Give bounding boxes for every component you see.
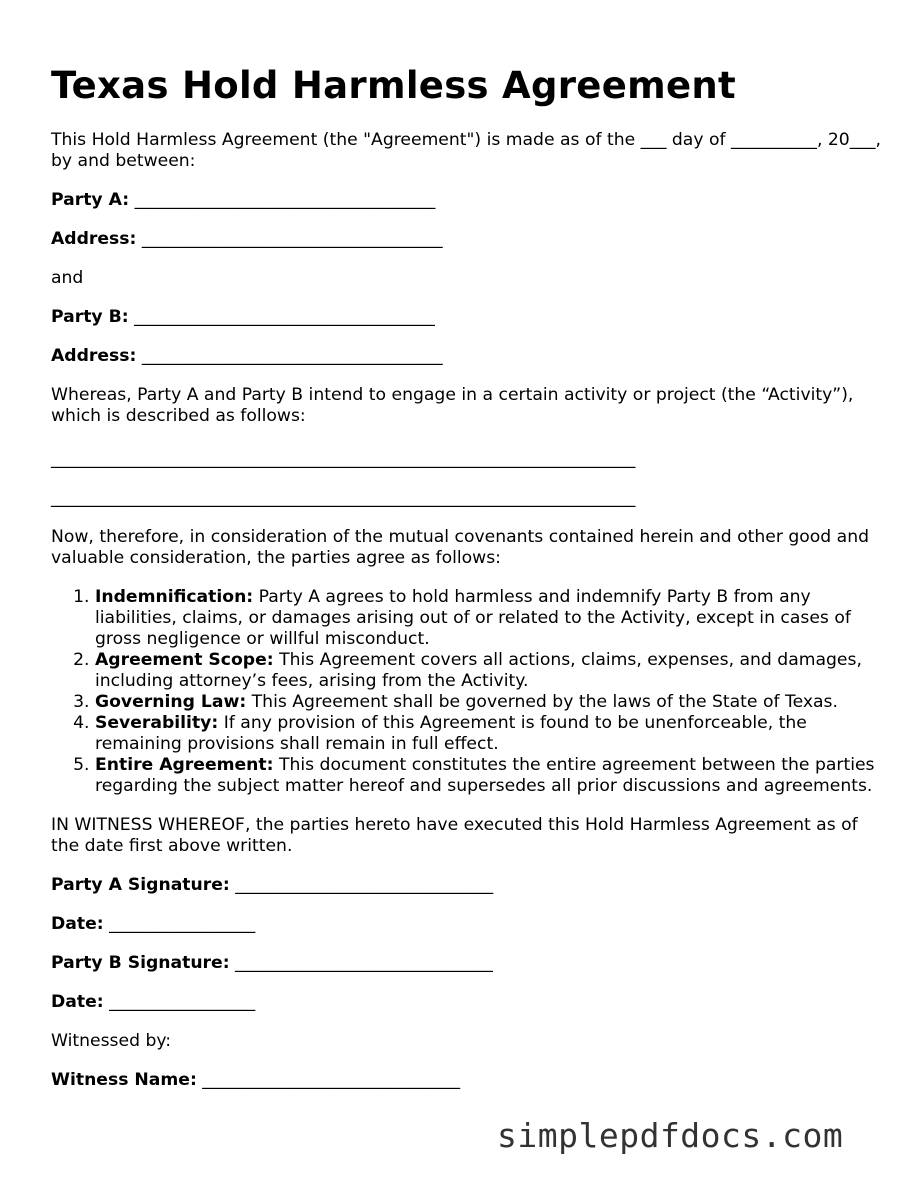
party-b-label: Party B: xyxy=(51,307,129,327)
term-title: Indemnification: xyxy=(95,587,254,607)
activity-blank-line-2: ____________________________________________________________________ xyxy=(51,488,636,508)
address-b-line xyxy=(51,346,881,367)
date-b-label: Date: xyxy=(51,992,104,1012)
date-a-label: Date: xyxy=(51,914,104,934)
party-b-signature-line xyxy=(51,953,881,974)
term-title: Severability: xyxy=(95,713,219,733)
party-a-blank: ___________________________________ xyxy=(134,190,436,210)
address-a-line xyxy=(51,229,881,250)
date-a-line xyxy=(51,914,881,935)
date-b-line xyxy=(51,992,881,1013)
party-a-signature-label: Party A Signature: xyxy=(51,875,230,895)
party-b-line xyxy=(51,307,881,328)
witness-name-label: Witness Name: xyxy=(51,1070,197,1090)
party-b-signature-blank: ______________________________ xyxy=(235,953,493,973)
term-text: This Agreement covers all actions, claims, expenses, and damages, including attorney’s fees, arising from the Activity. xyxy=(95,650,862,691)
witness-clause: IN WITNESS WHEREOF, the parties hereto have executed this Hold Harmless Agreement as of the date first above written. xyxy=(51,815,858,856)
witnessed-by-text: Witnessed by: xyxy=(51,1031,172,1051)
address-a-label: Address: xyxy=(51,229,137,249)
witness-name-blank: ______________________________ xyxy=(202,1070,461,1090)
date-b-blank: _________________ xyxy=(109,992,256,1012)
party-a-signature-blank: ______________________________ xyxy=(235,875,494,895)
term-title: Agreement Scope: xyxy=(95,650,274,670)
term-title: Governing Law: xyxy=(95,692,247,712)
activity-blank-line-1: ____________________________________________________________________ xyxy=(51,449,636,469)
term-title: Entire Agreement: xyxy=(95,755,274,775)
term-item xyxy=(95,587,881,650)
address-b-blank: ___________________________________ xyxy=(141,346,443,366)
watermark-text: simplepdfdocs.com xyxy=(497,1116,844,1155)
address-b-label: Address: xyxy=(51,346,137,366)
witness-name-line xyxy=(51,1070,881,1091)
party-a-signature-line xyxy=(51,875,881,896)
and-text: and xyxy=(51,268,84,288)
document-page xyxy=(51,62,881,1091)
term-text: This Agreement shall be governed by the laws of the State of Texas. xyxy=(246,692,838,712)
term-text: If any provision of this Agreement is found to be unenforceable, the remaining provisions shall remain in full effect. xyxy=(95,713,807,754)
terms-list xyxy=(51,587,881,797)
party-b-blank: ___________________________________ xyxy=(134,307,435,327)
term-item xyxy=(95,755,881,797)
party-b-signature-label: Party B Signature: xyxy=(51,953,230,973)
party-a-label: Party A: xyxy=(51,190,130,210)
date-a-blank: _________________ xyxy=(109,914,256,934)
term-text: Party A agrees to hold harmless and indemnify Party B from any liabilities, claims, or damages arising out of or related to the Activity, except in cases of gross negligence or willful misconduct. xyxy=(95,587,851,649)
party-a-line xyxy=(51,190,881,211)
whereas-paragraph: Whereas, Party A and Party B intend to engage in a certain activity or project (the “Activity”), which is described as follows: xyxy=(51,385,854,426)
now-therefore-paragraph: Now, therefore, in consideration of the mutual covenants contained herein and other good and valuable consideration, the parties agree as follows: xyxy=(51,527,870,568)
address-a-blank: ___________________________________ xyxy=(141,229,443,249)
intro-paragraph: This Hold Harmless Agreement (the "Agreement") is made as of the ___ day of __________, 20___, by and between: xyxy=(51,130,881,171)
document-title: Texas Hold Harmless Agreement xyxy=(51,64,736,107)
term-text: This document constitutes the entire agreement between the parties regarding the subject matter hereof and supersedes all prior discussions and agreements. xyxy=(95,755,875,796)
term-item xyxy=(95,650,881,692)
term-item xyxy=(95,692,881,713)
term-item xyxy=(95,713,881,755)
